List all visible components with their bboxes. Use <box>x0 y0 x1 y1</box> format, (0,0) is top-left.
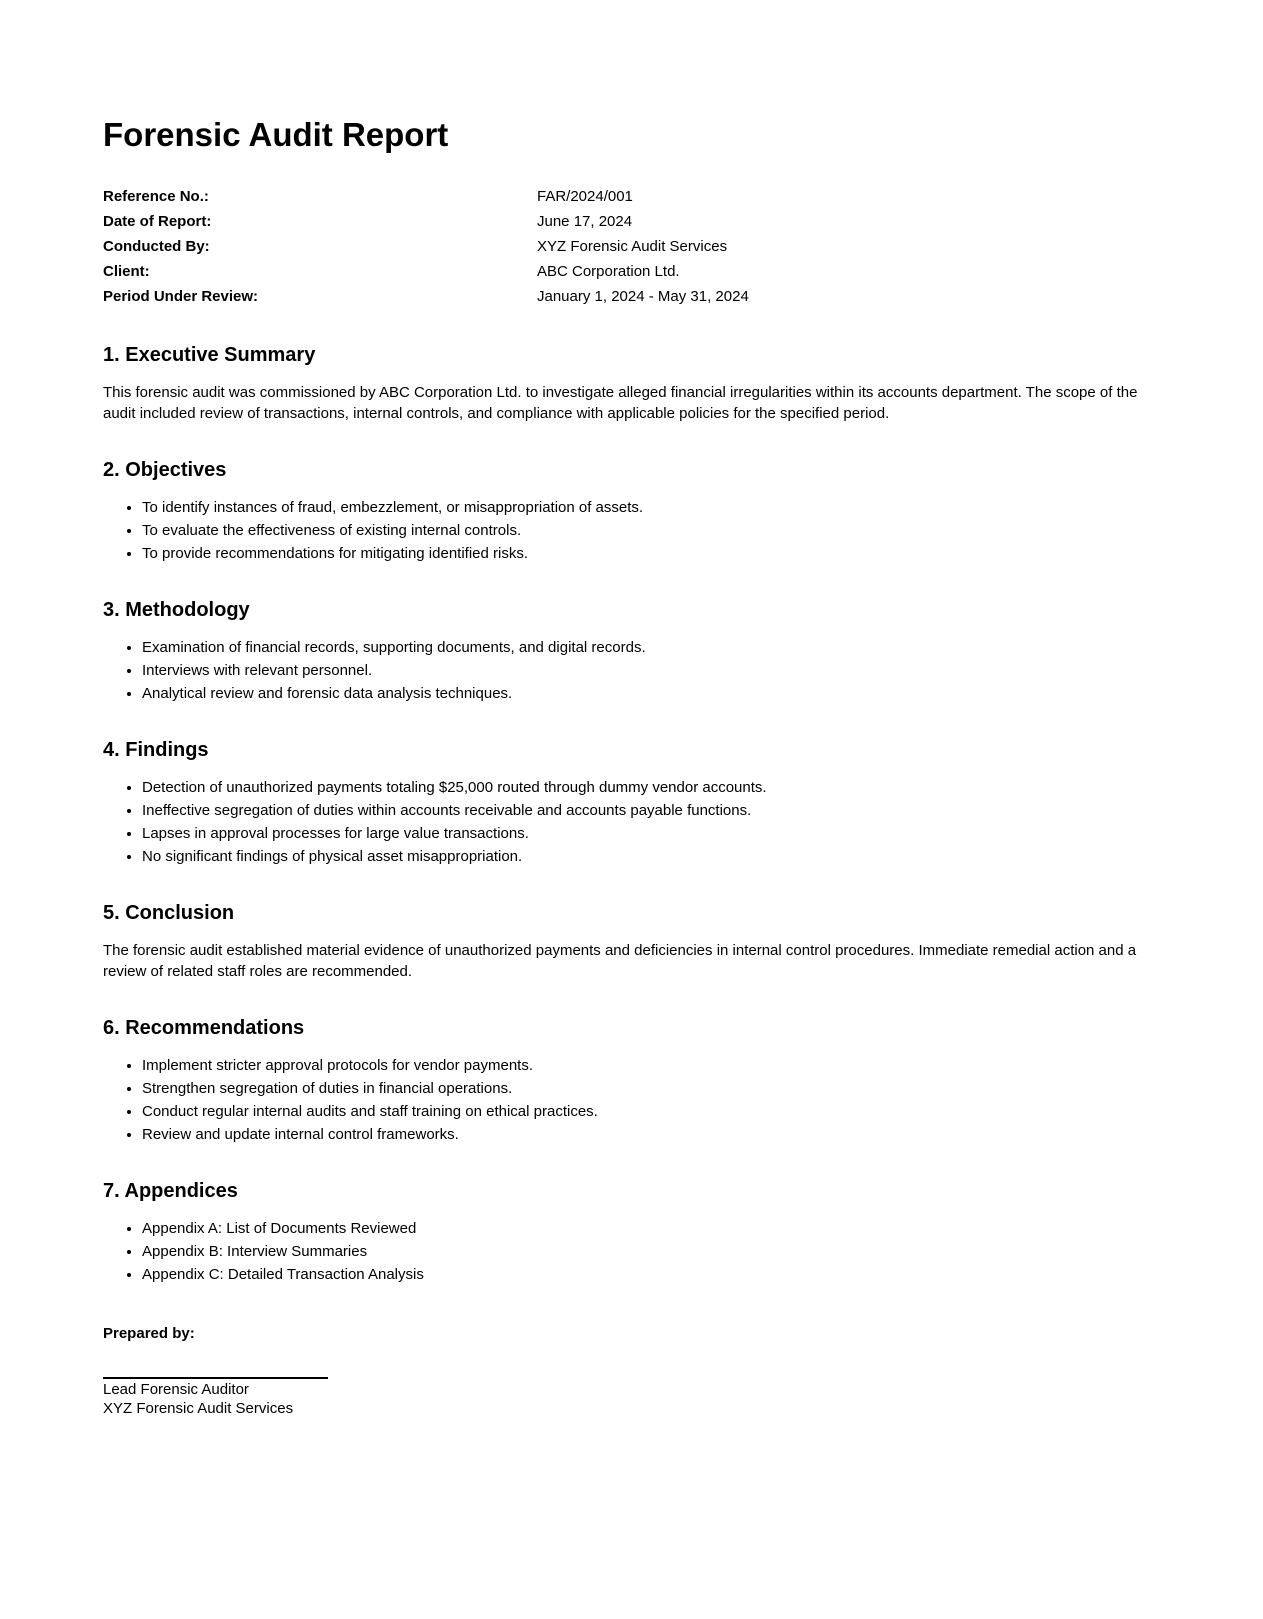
section-executive-summary <box>103 343 1160 424</box>
report-meta <box>103 184 1160 309</box>
meta-label: Date of Report: <box>103 212 212 230</box>
section-methodology <box>103 598 1160 704</box>
bullet-list <box>103 637 1160 704</box>
section-conclusion <box>103 901 1160 982</box>
bullet-item: • Lapses in approval processes for large value transactions. <box>142 823 1160 844</box>
bullet-item: • Appendix A: List of Documents Reviewed <box>142 1218 1160 1239</box>
section-heading: 3. Methodology <box>103 598 250 621</box>
meta-label: Conducted By: <box>103 237 210 255</box>
meta-value: June 17, 2024 <box>537 212 633 230</box>
bullet-item: • No significant findings of physical asset misappropriation. <box>142 846 1160 867</box>
bullet-list <box>103 1055 1160 1145</box>
prepared-by-label: Prepared by: <box>103 1324 195 1342</box>
bullet-item: • To provide recommendations for mitigating identified risks. <box>142 543 1160 564</box>
section-paragraph: This forensic audit was commissioned by ABC Corporation Ltd. to investigate alleged financial irregularities within its accounts department. The scope of the audit included review of transactions, internal controls, and compliance with applicable policies for the specified period. <box>103 383 1138 422</box>
section-heading: 2. Objectives <box>103 458 227 481</box>
page-title: Forensic Audit Report <box>103 116 449 153</box>
meta-row-period <box>103 284 1160 309</box>
bullet-item: • Appendix C: Detailed Transaction Analysis <box>142 1264 1160 1285</box>
meta-value: ABC Corporation Ltd. <box>537 262 680 280</box>
meta-label: Period Under Review: <box>103 287 259 305</box>
meta-value: XYZ Forensic Audit Services <box>537 237 728 255</box>
section-findings <box>103 738 1160 867</box>
bullet-item: • Conduct regular internal audits and staff training on ethical practices. <box>142 1101 1160 1122</box>
signature-role: Lead Forensic Auditor <box>103 1380 249 1398</box>
bullet-item: • Analytical review and forensic data analysis techniques. <box>142 683 1160 704</box>
section-heading: 6. Recommendations <box>103 1016 305 1039</box>
bullet-item: • Review and update internal control frameworks. <box>142 1124 1160 1145</box>
meta-row-reference <box>103 184 1160 209</box>
section-paragraph: The forensic audit established material evidence of unauthorized payments and deficiencies in internal control procedures. Immediate remedial action and a review of related staff roles are recommended. <box>103 941 1137 980</box>
bullet-item: • Appendix B: Interview Summaries <box>142 1241 1160 1262</box>
bullet-item: • Strengthen segregation of duties in financial operations. <box>142 1078 1160 1099</box>
signature-company: XYZ Forensic Audit Services <box>103 1399 294 1417</box>
meta-value: January 1, 2024 - May 31, 2024 <box>537 287 749 305</box>
section-appendices <box>103 1179 1160 1285</box>
meta-label: Client: <box>103 262 150 280</box>
bullet-item: • Interviews with relevant personnel. <box>142 660 1160 681</box>
meta-value: FAR/2024/001 <box>537 187 633 205</box>
bullet-list <box>103 777 1160 867</box>
bullet-list <box>103 1218 1160 1285</box>
section-heading: 5. Conclusion <box>103 901 235 924</box>
bullet-list <box>103 497 1160 564</box>
meta-row-client <box>103 259 1160 284</box>
bullet-item: • To identify instances of fraud, embezzlement, or misappropriation of assets. <box>142 497 1160 518</box>
bullet-item: • Implement stricter approval protocols for vendor payments. <box>142 1055 1160 1076</box>
meta-label: Reference No.: <box>103 187 209 205</box>
section-heading: 7. Appendices <box>103 1179 238 1202</box>
section-heading: 4. Findings <box>103 738 209 761</box>
bullet-item: • Examination of financial records, supporting documents, and digital records. <box>142 637 1160 658</box>
meta-row-date <box>103 209 1160 234</box>
bullet-item: • Detection of unauthorized payments totaling $25,000 routed through dummy vendor accounts. <box>142 777 1160 798</box>
signature-block <box>103 1377 328 1419</box>
section-objectives <box>103 458 1160 564</box>
section-recommendations <box>103 1016 1160 1145</box>
meta-row-conducted-by <box>103 234 1160 259</box>
section-heading: 1. Executive Summary <box>103 343 316 366</box>
bullet-item: • To evaluate the effectiveness of existing internal controls. <box>142 520 1160 541</box>
bullet-item: • Ineffective segregation of duties within accounts receivable and accounts payable functions. <box>142 800 1160 821</box>
